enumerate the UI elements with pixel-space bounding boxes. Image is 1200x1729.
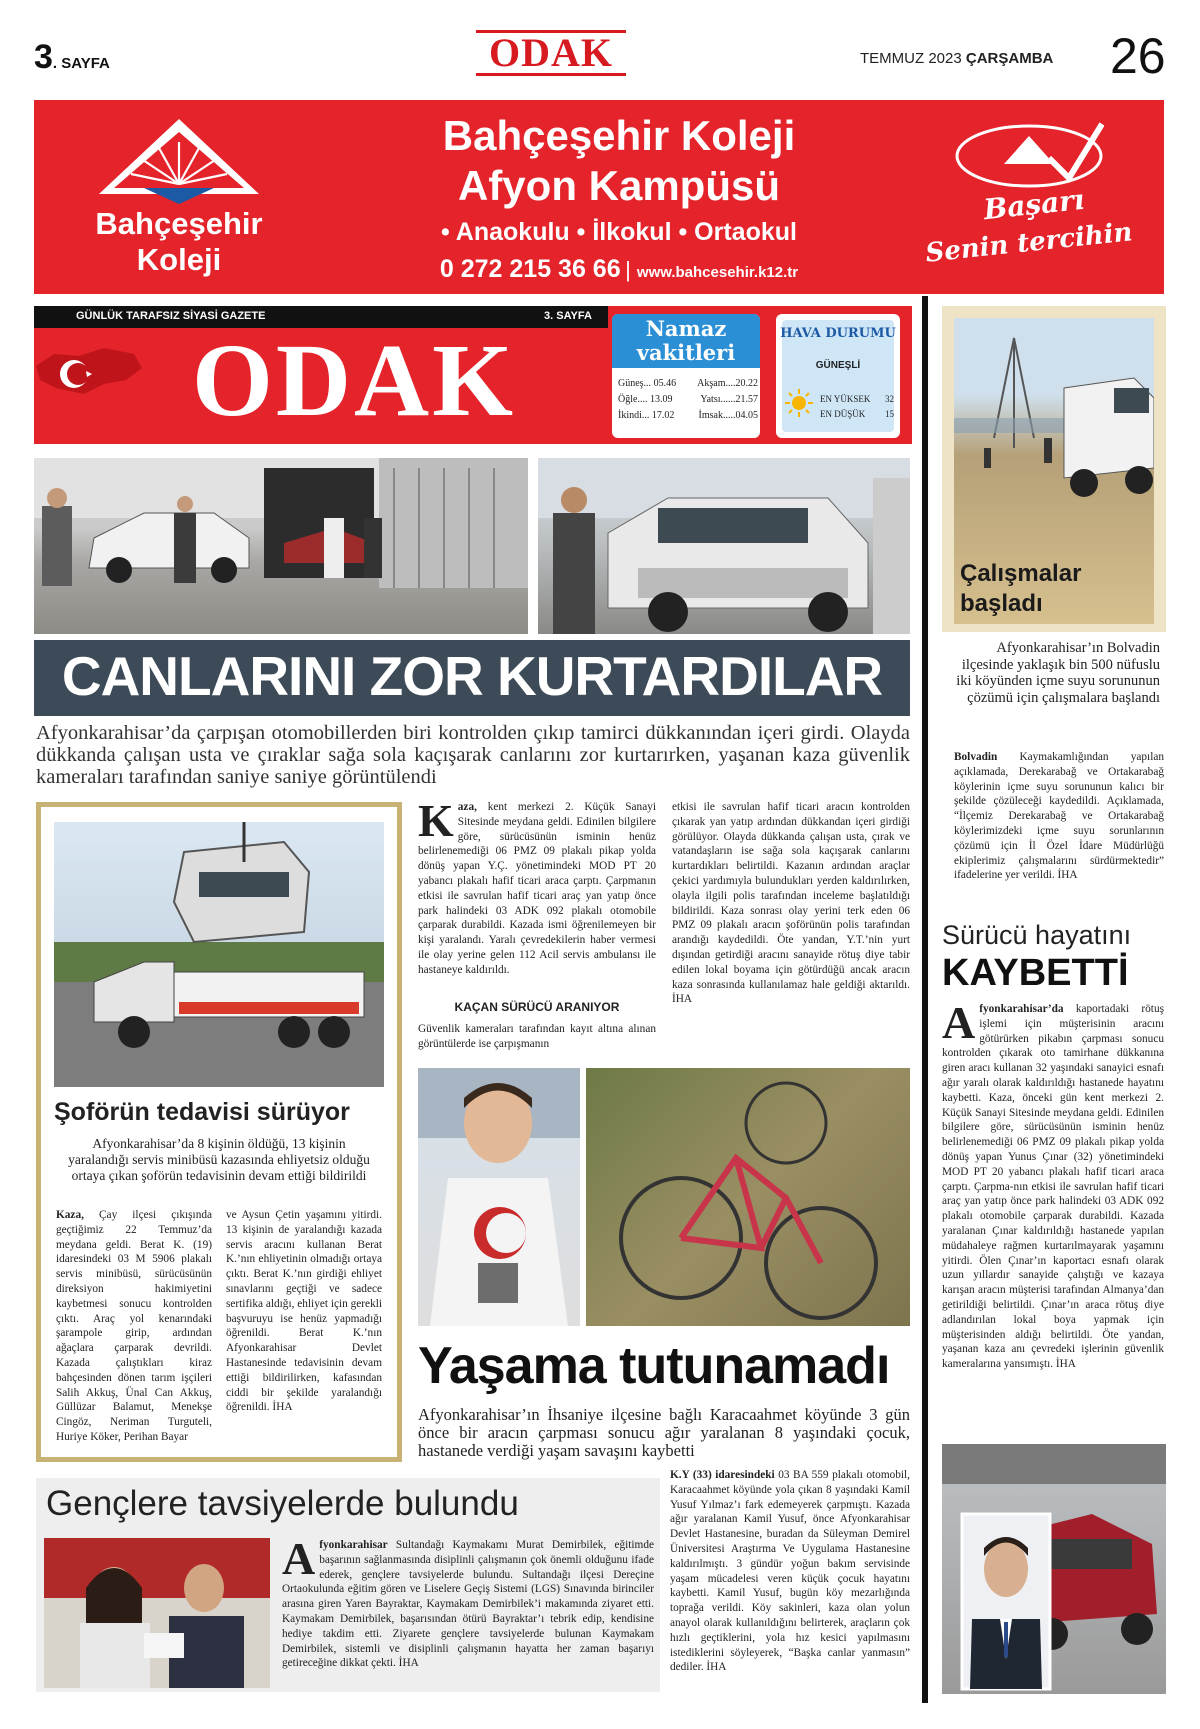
header-logo: ODAK [476, 30, 626, 76]
page-number [34, 38, 110, 83]
story4-col: K.Y (33) idaresindeki 03 BA 559 plakalı otomobil, Karacaahmet köyünde yola çıkan 8 yaşındaki Kamil Yusuf Yılmaz’ı fark edemeyerek çarpmıştı. Kazada ağır yaralanan Kamil Yusuf, önce Afyonkarahisar Devlet Hastanesine, buradan da Süleyman Demirel Üniversitesi Araştırma Ve Uygulama Hastanesine kaldırılmıştı. 3 gündür yoğun bakım servisinde yaşam mücadelesi veren küçük çocuk hayatını kaybetti. Kamil Yusuf, bugün köy mezarlığında toprağa verildi. Köy sakinleri, kaza olan yolun anayol olarak kullanıldığını belirterek, araçların çok hızlı geçtiklerini, yola hız kesici yapılmasını istediklerini söyleyerek, “Başka canlar yanmasın” dediler. İHA [670, 1469, 911, 1674]
story5-dropcap: A [282, 1533, 316, 1584]
low-value: 15 [885, 409, 894, 419]
ad-levels: • Anaokulu • İlkokul • Ortaokul [441, 218, 797, 246]
ad-phone: 0 272 215 36 66 [439, 255, 621, 283]
prayer-row: Öğle.... 13.09 Yatsı......21.57 [618, 394, 758, 405]
weather-condition: GÜNEŞLİ [815, 360, 861, 371]
page-label: . SAYFA [52, 55, 110, 72]
minibus-photo [54, 822, 384, 1087]
prayer-title-line1: Namaz [645, 316, 727, 341]
prayer-rows [618, 376, 758, 424]
high-value: 32 [885, 394, 894, 404]
weather-title: HAVA DURUMU [780, 326, 896, 341]
ad-contact: 0 272 215 36 66 | www.bahcesehir.k12.tr [439, 255, 799, 283]
story4-lede: Afyonkarahisar’ın İhsaniye ilçesine bağlı Karacaahmet köyünde 3 gün önce bir aracın çarpması sonucu ağır yaralanan 8 yaşındaki çocuk, hastanede verdiği yaşam savaşını kaybetti [418, 1405, 910, 1460]
masthead [34, 306, 912, 444]
ad-title-line2: Afyon Kampüsü [457, 162, 780, 209]
bicycle-photo [586, 1068, 910, 1326]
weather-temps [820, 392, 894, 422]
water-works-photo [954, 318, 1154, 624]
story5-col: Afyonkarahisar Sultandağı Kaymakamı Murat Demirbilek, eğitimde başarının sağlanmasında disiplinli çalışmanın çok önemli olduğunu ifade ederek, gençlere tavsiyelerde bulundu. Sultandağı ilçesi Dereçine Ortaokulunda eğitim gören ve Liselere Geçiş Sistemi (LGS) Sınavında birinciler arasına giren Yaren Bayraktar, Kaymakam Demirbilek’i makamında ziyaret etti. Kaymakam Demirbilek, başarısından ötürü Bayraktar’ı tebrik edip, kendisine hediye takdim etti. Ziyarete gençlere tavsiyelerde bulunan Kaymakam Demirbilek, sistemli ve disiplinli çalışmanın hayatta her zaman başarıyı getireceğine dikkat çekti. İHA [282, 1533, 654, 1670]
prayer-times-box [612, 314, 760, 438]
ad-logo [59, 114, 299, 284]
story5-headline: Gençlere tavsiyelerde bulundu [46, 1484, 519, 1523]
ad-slogan-line1: Başarı [981, 182, 1086, 227]
side1-headline-line2: başladı [960, 590, 1043, 617]
story4-headline: Yaşama tutunamadı [418, 1337, 890, 1395]
child-photo [418, 1068, 580, 1326]
side1-lede: Afyonkarahisar’ın Bolvadin ilçesinde yaklaşık bin 500 nüfuslu iki köyünden içme suyu sorununun çözümü için çalışmalara başlandı [956, 640, 1160, 706]
masthead-logo: ODAK [192, 323, 516, 438]
main-dropcap: K [418, 795, 454, 846]
ad-slogan [914, 118, 1144, 288]
weather-box [776, 314, 900, 438]
page-number-digit: 3 [34, 38, 53, 76]
prayer-row: Güneş... 05.46 Akşam....20.22 [618, 378, 758, 389]
story3-col1-lead: Kaza, [56, 1209, 84, 1221]
crash-photo-1 [34, 458, 528, 634]
story3-col1: Kaza, Çay ilçesi çıkışında geçtiğimiz 22 Temmuz’da meydana geldi. Berat K. (19) idaresindeki 03 M 5906 plakalı servis minibüsü, sürücüsünün direksiyon hakimiyetini kaybetmesi sonucu kontrolden çıktı. Araç yol kenarındaki şarampole girip, ardından ağaçlara çarparak devrildi. Kazada çalıştıkları kiraz bahçesinden dönen tarım işçileri Salih Akkuş, Ünal Can Akkuş, Güllüzar Balamut, Menekşe Cingöz, Neriman Turguteli, Huriye Köker, Perihan Bayar [56, 1209, 212, 1443]
masthead-tagline: GÜNLÜK TARAFSIZ SİYASİ GAZETE [76, 310, 266, 322]
month-year: TEMMUZ 2023 [860, 50, 962, 67]
prayer-title-line2: vakitleri [636, 340, 736, 365]
main-headline-bar [34, 640, 910, 716]
ad-banner[interactable] [34, 100, 1164, 294]
victim-car-photo [942, 1444, 1166, 1694]
side2-dropcap: A [942, 997, 976, 1048]
ad-brand-line2: Koleji [136, 242, 222, 277]
side2-headline-line2: KAYBETTİ [942, 952, 1129, 994]
main-subhead: KAÇAN SÜRÜCÜ ARANIYOR [454, 1000, 620, 1014]
main-headline: CANLARINI ZOR KURTARDILAR [61, 645, 883, 707]
ad-website[interactable]: www.bahcesehir.k12.tr [636, 264, 799, 281]
ad-brand-line1: Bahçeşehir [95, 206, 263, 241]
story3-col2: ve Aysun Çetin yaşamını yitirdi. 13 kişinin de yaralandığı kazada servis aracını kullanan Berat K.’nın ehliyetinin olmadığı ortaya çıktı. Berat K.’nın girdiği ehliyet sınavlarını geçtiği ve sadece sertifika aldığı, ehliyet için gerekli başvuruyu ise henüz yapmadığı öğrenildi. Berat K.’nın Afyonkarahisar Devlet Hastanesinde tedavisinin devam ettiği bildirilirken, kafasından ciddi bir şekilde yaralandığı öğrenildi. İHA [226, 1209, 382, 1414]
column-divider [922, 296, 928, 1703]
ad-slogan-line2: Senin tercihin [924, 217, 1134, 269]
meeting-photo [44, 1538, 270, 1688]
check-logo-icon [954, 118, 1104, 188]
header-date [860, 50, 1053, 67]
masthead-page: 3. SAYFA [544, 310, 592, 322]
low-label: EN DÜŞÜK [820, 409, 866, 419]
weekday: ÇARŞAMBA [965, 50, 1054, 67]
story3-lede: Afyonkarahisar’da 8 kişinin öldüğü, 13 kişinin yaralandığı servis minibüsü kazasında ehliyetsiz olduğu ortaya çıkan şoförün tedavisinin devam ettiği bildirildi [68, 1136, 370, 1183]
ad-title-line1: Bahçeşehir Koleji [442, 112, 796, 159]
side1-headline-line1: Çalışmalar [960, 560, 1082, 587]
main-lede: Afyonkarahisar’da çarpışan otomobillerden biri kontrolden çıkıp tamirci dükkanından içeri girdi. Olayda dükkanda çalışan usta ve çıraklar sağa sola kaçışarak canlarını zor kurtarırken, yaşanan kaza güvenlik kameraları tarafından saniye saniye görüntülendi [36, 722, 910, 788]
main-col2: etkisi ile savrulan hafif ticari aracın kontrolden çıkarak yan yatıp ardından dükkandan içeri girdiği görülüyor. Olayda dükkanda çalışan usta, çırak ve vatandaşların ise sağa sola kaçışarak canlarını kurtardıkları belirtildi. Kazanın ardından araçlar çekici yardımıyla bulundukları yerden kaldırılırken, olayla ilgili polis tarafından inceleme başlatıldığı bildirildi. Kaza sonrası olay yerini terk eden 06 PMZ 09 plakalı aracın şoförünün polis tarafından arandığı kaydedildi. Öte yandan, Y.T.’nin yurt dışından getirdiği aracını sanayide rötuş diye tabir edilen lokal boyama için götürdüğü ancak aracın kaza sonrasında kullanılamaz hale geldiği aktarıldı. İHA [672, 801, 910, 1006]
high-label: EN YÜKSEK [820, 394, 871, 404]
prayer-row: İkindi... 17.02 İmsak.....04.05 [618, 410, 758, 421]
sun-logo-icon [59, 114, 299, 204]
main-col1: Kaza, kent merkezi 2. Küçük Sanayi Sitesinde meydana geldi. Edinilen bilgilere göre, sürücüsünün isminin henüz belirlenemediği 06 PMZ 09 plakalı pikap yolda dönüş yapan Y.Ç. yönetimindeki MOD PT 20 yabancı plakalı hafif ticari araca çarptı. Çarpmanın etkisi ile savrulan hafif ticari araç yan yatıp önce park halindeki 03 ADK 092 plakalı otomobile çarparak durabildi. Kazada ismi öğrenilemeyen bir kişi yaralandı. Yaralı çevredekilerin haber vermesi ile olay yerine gelen 112 Acil servis ambulansı ile hastaneye kaldırıldı. [418, 795, 656, 976]
side1-col: Bolvadin Kaymakamlığından yapılan açıklamada, Derekarabağ ve Ortakarabağ köylerinin içme suyu sorununun kalıcı bir şekilde çözüleceği kaydedildi. Açıklamada, “İlçemiz Derekarabağ ve Ortakarabağ köylerimizdeki içme suyu sorunlarının çözümü için İl Özel İdare Müdürlüğü ekiplerimiz çalışmalarını sürdürmektedir” ifadelerine yer verildi. İHA [954, 751, 1164, 882]
crash-photo-2 [538, 458, 910, 634]
side2-col: Afyonkarahisar’da kaportadaki rötuş işlemi için müşterisinin aracını götürürken pikabın çarpması sonucu kontrolden çıkarak oto tamirhane dükkanına giren aracı kullanan 32 yaşındaki sanayici esnafı ağır yaralı olarak kaldırıldığı hastanede hayatını kaybetti. Kaza, önceki gün kent merkezi 2. Küçük Sanayi Sitesinde meydana geldi. Edinilen bilgilere göre, sürücüsünün isminin henüz belirlenemediği 06 PMZ 09 plakalı pikap yolda dönüş yapan Yunus Çınar (32) yönetimindeki MOD PT 20 yabancı plakalı hafif ticari araca çarptı. Çarpma-nın etkisi ile savrulan hafif ticari araç yan yatıp önce park halindeki 03 ADK 092 plakalı otomobile çarparak durabildi. Kazada yaralanan Çınar kaldırıldığı hastanede yapılan müdahaleye rağmen kurtarılmayarak yaşamını yitirdi. Ölen Çınar’ın kaportacı esnafı olarak uzun yıllardır sanayide çalıştığı ve kazaya karışan aracın müşterisi tarafından Almanya’dan getirildiği belirtildi. Çınar’ın araca rötuş diye adlandırılan lokal boya yapmak için müşterisinden aldığı belirtildi. Öte yandan, yaşanan kaza anı çevredeki işlerinin güvenlik kameralarına yansımıştı. İHA [942, 997, 1164, 1371]
day-number: 26 [1110, 28, 1166, 84]
main-col1-after: Güvenlik kameraları tarafından kayıt altına alınan görüntülerde ise çarpışmanın [418, 1023, 656, 1050]
side2-headline-line1: Sürücü hayatını [942, 920, 1132, 950]
sun-icon [784, 388, 814, 418]
story3-headline: Şoförün tedavisi sürüyor [54, 1098, 350, 1126]
